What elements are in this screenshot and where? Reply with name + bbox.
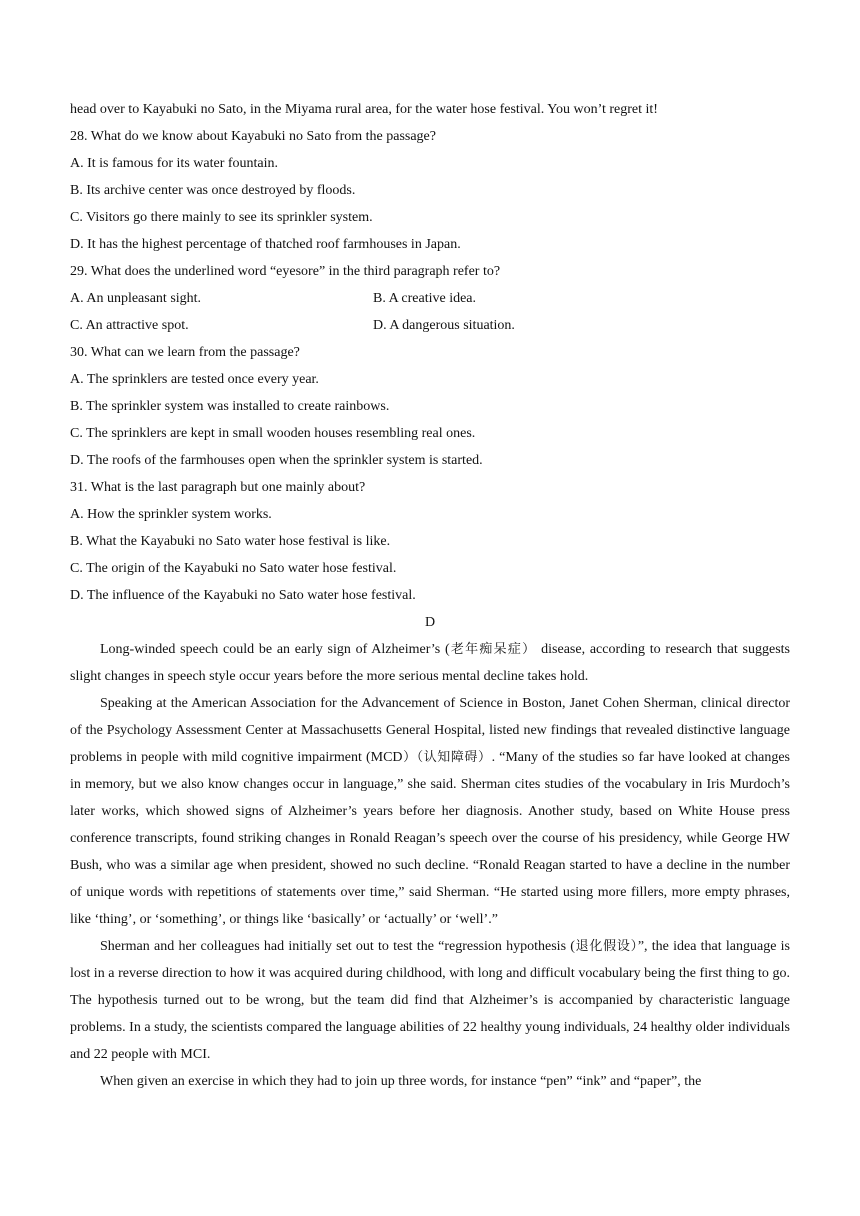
option-c: C. The sprinklers are kept in small wooden houses resembling real ones. <box>70 426 476 441</box>
paragraph-2 <box>70 690 790 933</box>
chinese-gloss: 退化假设） <box>574 939 638 954</box>
option-c: C. Visitors go there mainly to see its sprinkler system. <box>70 210 373 225</box>
option-b: B. What the Kayabuki no Sato water hose festival is like. <box>70 534 391 549</box>
option-row <box>70 285 790 312</box>
option-a: A. An unpleasant sight. <box>70 291 202 306</box>
intro-tail-text: head over to Kayabuki no Sato, in the Miyama rural area, for the water hose festival. You won’t regret it! <box>70 102 658 117</box>
paragraph-text: Speaking at the American Association for the Advancement of Science in Boston, Janet Cohen Sherman, clinical director of the Psychology Assessment Center at Massachusetts General Hospital, listed new findings that revealed distinctive language problems in people with mild cognitive impairment (MCD <box>70 696 790 765</box>
question-stem: 29. What does the underlined word “eyesore” in the third paragraph refer to? <box>70 264 501 279</box>
option-d: D. The influence of the Kayabuki no Sato water hose festival. <box>70 588 416 603</box>
option-a: A. It is famous for its water fountain. <box>70 156 279 171</box>
option-d: D. A dangerous situation. <box>373 318 515 333</box>
paragraph-3 <box>70 933 790 1068</box>
option-row <box>70 312 790 339</box>
question-31 <box>70 474 790 609</box>
option-b: B. A creative idea. <box>373 291 477 306</box>
question-stem: 28. What do we know about Kayabuki no Sato from the passage? <box>70 129 436 144</box>
section-title: D <box>424 615 436 630</box>
chinese-gloss: ）（认知障碍） <box>402 750 492 765</box>
paragraph-text: Long-winded speech could be an early sign of Alzheimer’s ( <box>100 642 450 657</box>
question-29 <box>70 258 790 339</box>
question-stem: 30. What can we learn from the passage? <box>70 345 300 360</box>
document-page <box>70 96 790 1095</box>
question-stem: 31. What is the last paragraph but one mainly about? <box>70 480 366 495</box>
paragraph-text: disease, according to research that suggests slight changes in speech style occur years before the more serious mental decline takes hold. <box>70 642 790 684</box>
option-d: D. It has the highest percentage of thatched roof farmhouses in Japan. <box>70 237 461 252</box>
question-28 <box>70 123 790 258</box>
paragraph-4: When given an exercise in which they had to join up three words, for instance “pen” “ink” and “paper”, the <box>100 1074 702 1089</box>
paragraph-text: ”, the idea that language is lost in a reverse direction to how it was acquired during childhood, with long and difficult vocabulary being the first thing to go. The hypothesis turned out to be wrong, but the team did find that Alzheimer’s is accompanied by characteristic language problems. In a study, the scientists compared the language abilities of 22 healthy young individuals, 24 healthy older individuals and 22 people with MCI. <box>70 939 790 1062</box>
option-c: C. The origin of the Kayabuki no Sato water hose festival. <box>70 561 397 576</box>
option-c: C. An attractive spot. <box>70 318 189 333</box>
option-b: B. The sprinkler system was installed to create rainbows. <box>70 399 390 414</box>
chinese-gloss: 老年痴呆症） <box>449 642 537 657</box>
paragraph-text: Sherman and her colleagues had initially set out to test the “regression hypothesis ( <box>100 939 575 954</box>
paragraph-text: . “Many of the studies so far have looked at changes in memory, but we also know changes occur in language,” she said. Sherman cites studies of the vocabulary in Iris Murdoch’s later works, which showed signs of Alzheimer’s years before her diagnosis. Another study, based on White House press conference transcripts, found striking changes in Ronald Reagan’s speech over the course of his presidency, while George HW Bush, who was a similar age when president, showed no such decline. “Ronald Reagan started to have a decline in the number of unique words with repetitions of statements over time,” said Sherman. “He started using more fillers, more empty phrases, like ‘thing’, or ‘something’, or things like ‘basically’ or ‘actually’ or ‘well’.” <box>70 750 790 927</box>
option-b: B. Its archive center was once destroyed by floods. <box>70 183 356 198</box>
option-a: A. How the sprinkler system works. <box>70 507 272 522</box>
option-d: D. The roofs of the farmhouses open when the sprinkler system is started. <box>70 453 483 468</box>
question-30 <box>70 339 790 474</box>
option-a: A. The sprinklers are tested once every year. <box>70 372 319 387</box>
paragraph-1 <box>70 636 790 690</box>
